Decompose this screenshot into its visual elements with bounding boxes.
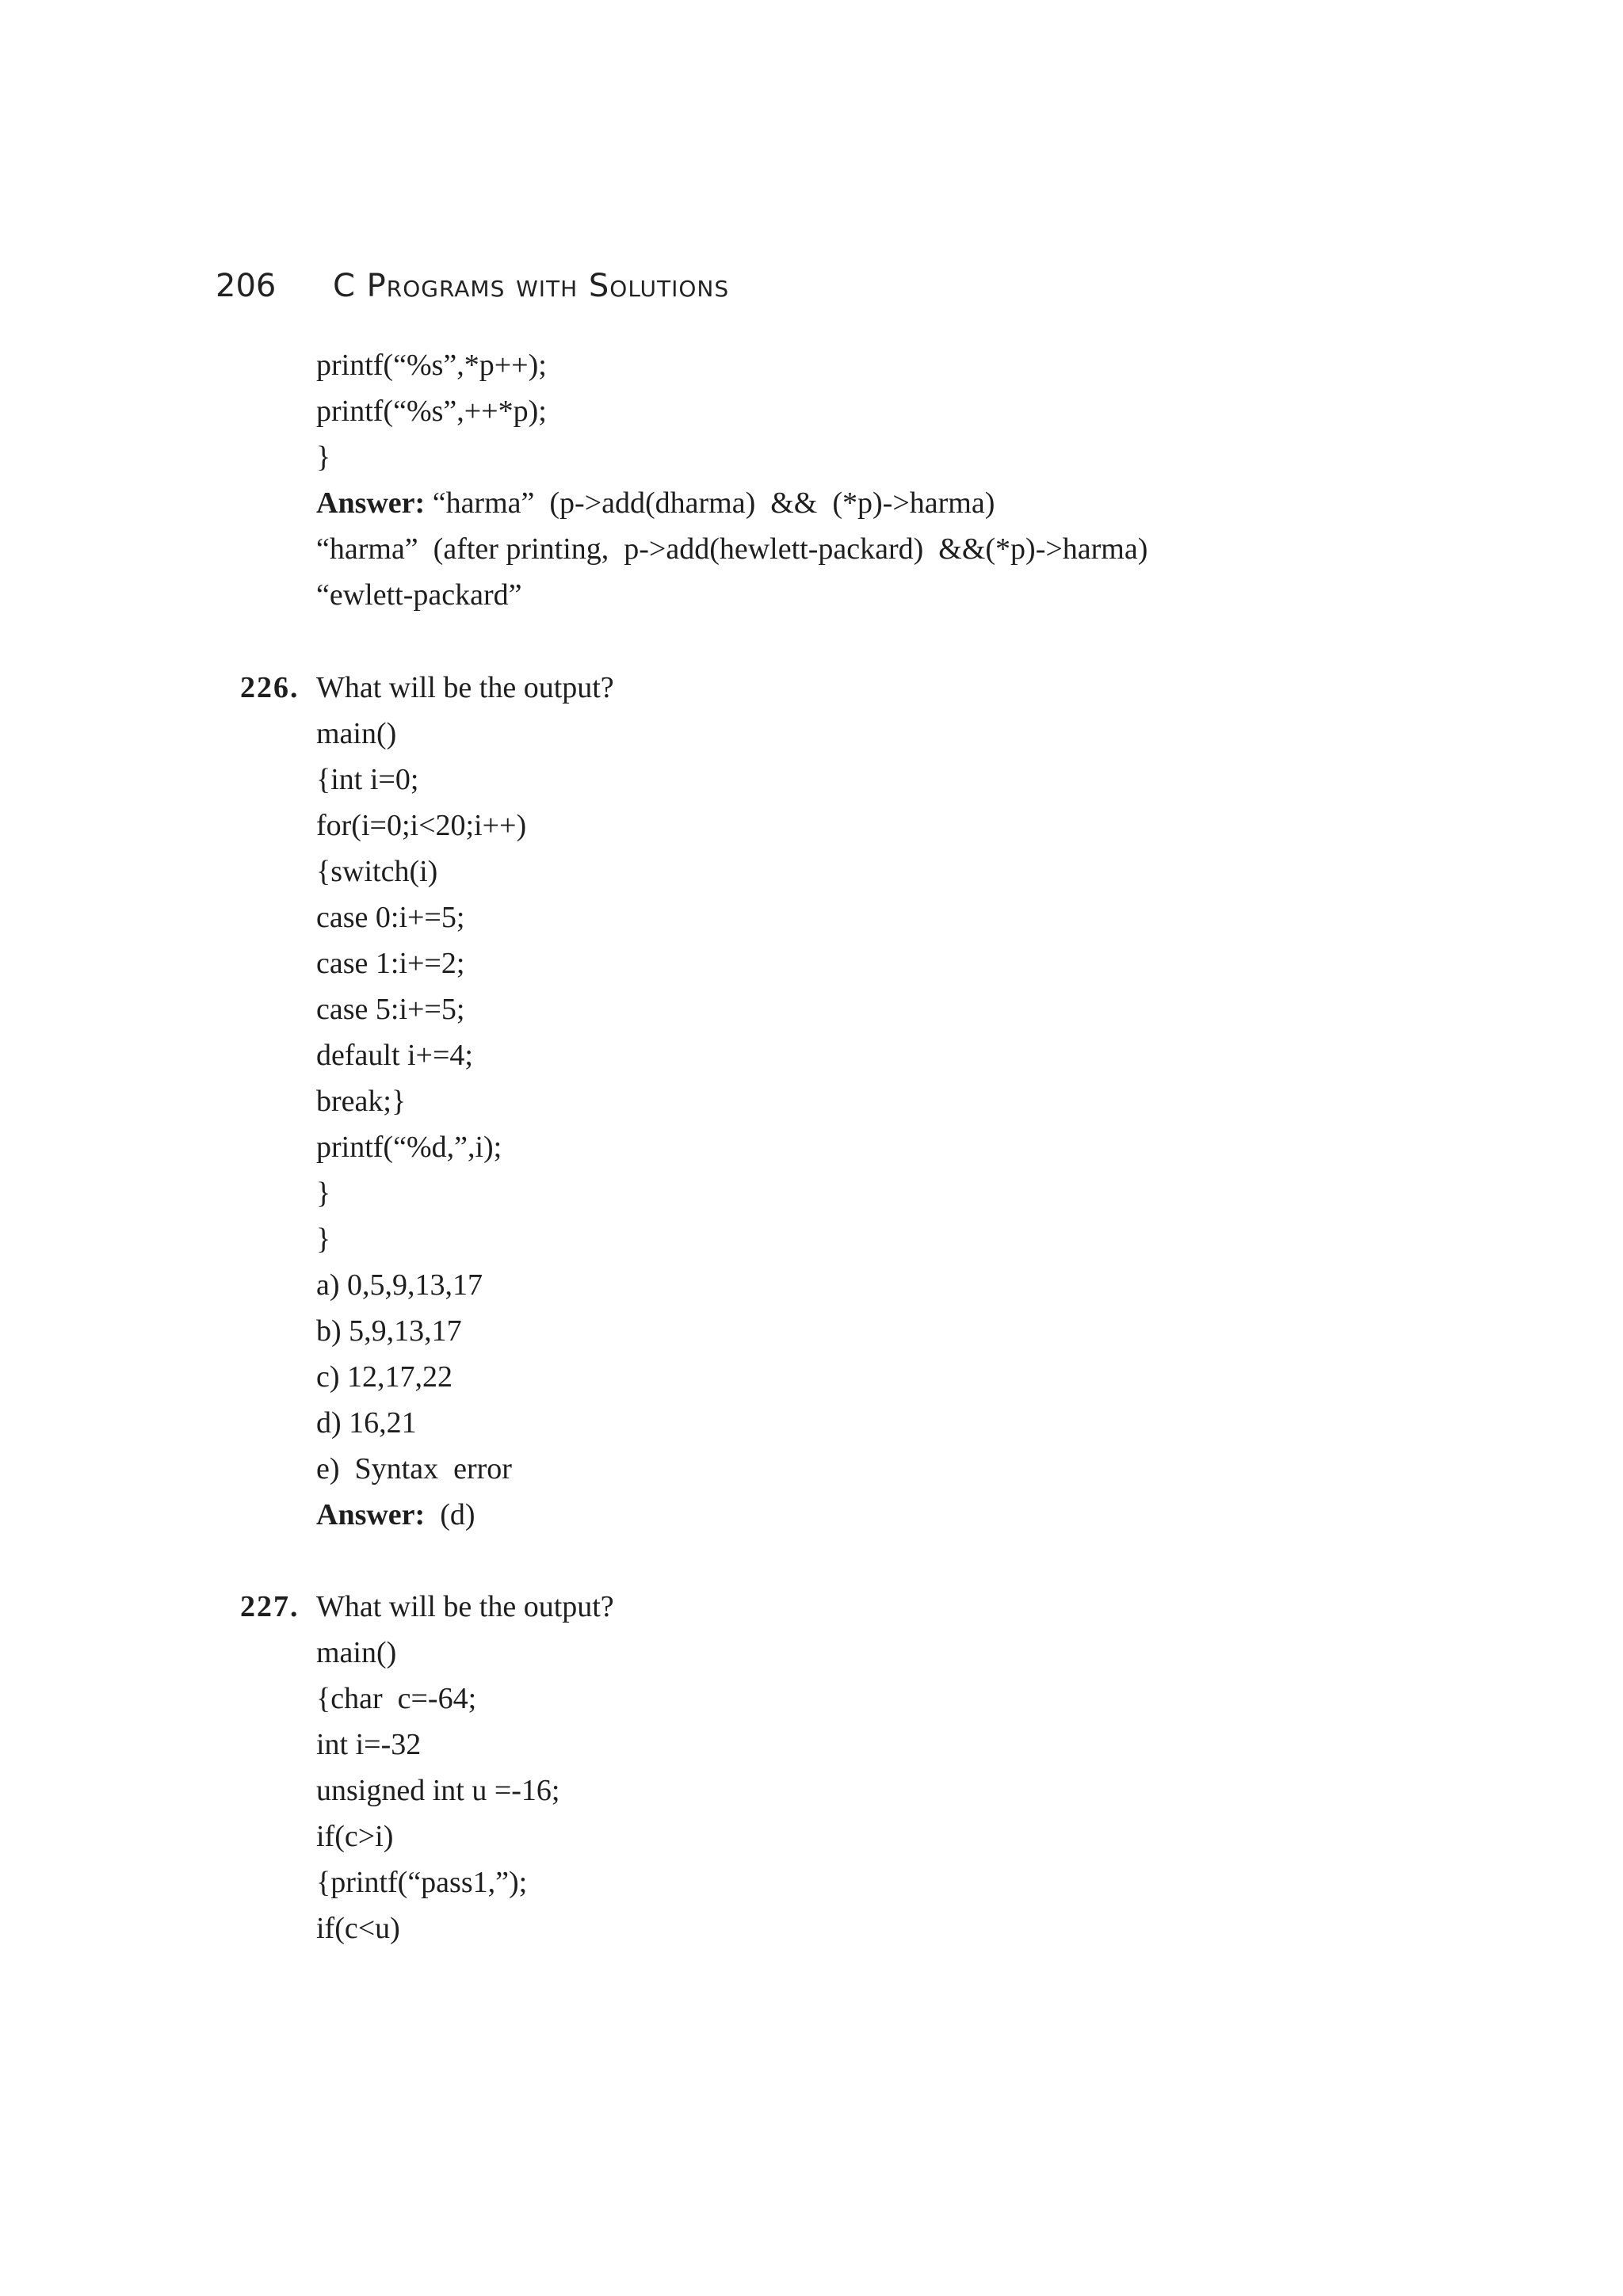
option-a: a) 0,5,9,13,17 [316, 1268, 483, 1302]
option-d: d) 16,21 [316, 1406, 417, 1440]
answer-label: Answer: [316, 1498, 426, 1531]
answer-line [316, 1497, 475, 1533]
code-line: printf(“%d,”,i); [316, 1131, 502, 1164]
code-line: default i+=4; [316, 1039, 473, 1072]
code-line: {switch(i) [316, 855, 438, 888]
code-line: case 5:i+=5; [316, 993, 465, 1026]
code-line: unsigned int u =-16; [316, 1774, 560, 1807]
option-b: b) 5,9,13,17 [316, 1314, 462, 1348]
code-line: } [316, 1222, 331, 1256]
option-c: c) 12,17,22 [316, 1360, 453, 1394]
answer-line: “harma” (after printing, p->add(hewlett-packard) &&(*p)->harma) [316, 532, 1148, 566]
answer-text: (d) [425, 1498, 475, 1531]
code-line: int i=-32 [316, 1728, 422, 1761]
question-prompt: What will be the output? [316, 671, 614, 704]
code-line: {int i=0; [316, 763, 419, 796]
question-number: 226. [240, 671, 300, 704]
code-line: main() [316, 717, 397, 750]
book-title: C Programs with Solutions [333, 268, 730, 304]
code-line: main() [316, 1636, 397, 1669]
answer-label: Answer: [316, 486, 426, 520]
code-line: {char c=-64; [316, 1682, 477, 1715]
page-number: 206 [216, 268, 277, 304]
answer-text: “harma” (p->add(dharma) && (*p)->harma) [425, 486, 995, 520]
code-line: case 1:i+=2; [316, 947, 465, 980]
code-line: break;} [316, 1085, 407, 1118]
code-line: if(c<u) [316, 1912, 400, 1945]
answer-line [316, 485, 995, 521]
code-line: case 0:i+=5; [316, 901, 465, 934]
code-line: } [316, 1177, 331, 1210]
code-line: printf(“%s”,*p++); [316, 349, 547, 382]
option-e: e) Syntax error [316, 1452, 512, 1486]
answer-line: “ewlett-packard” [316, 578, 522, 612]
question-prompt: What will be the output? [316, 1590, 614, 1623]
question-number: 227. [240, 1590, 300, 1623]
code-line: if(c>i) [316, 1820, 394, 1853]
code-line: {printf(“pass1,”); [316, 1866, 528, 1899]
code-line: printf(“%s”,++*p); [316, 395, 547, 428]
running-header [216, 268, 729, 315]
code-line: for(i=0;i<20;i++) [316, 809, 527, 842]
code-line: } [316, 441, 331, 474]
